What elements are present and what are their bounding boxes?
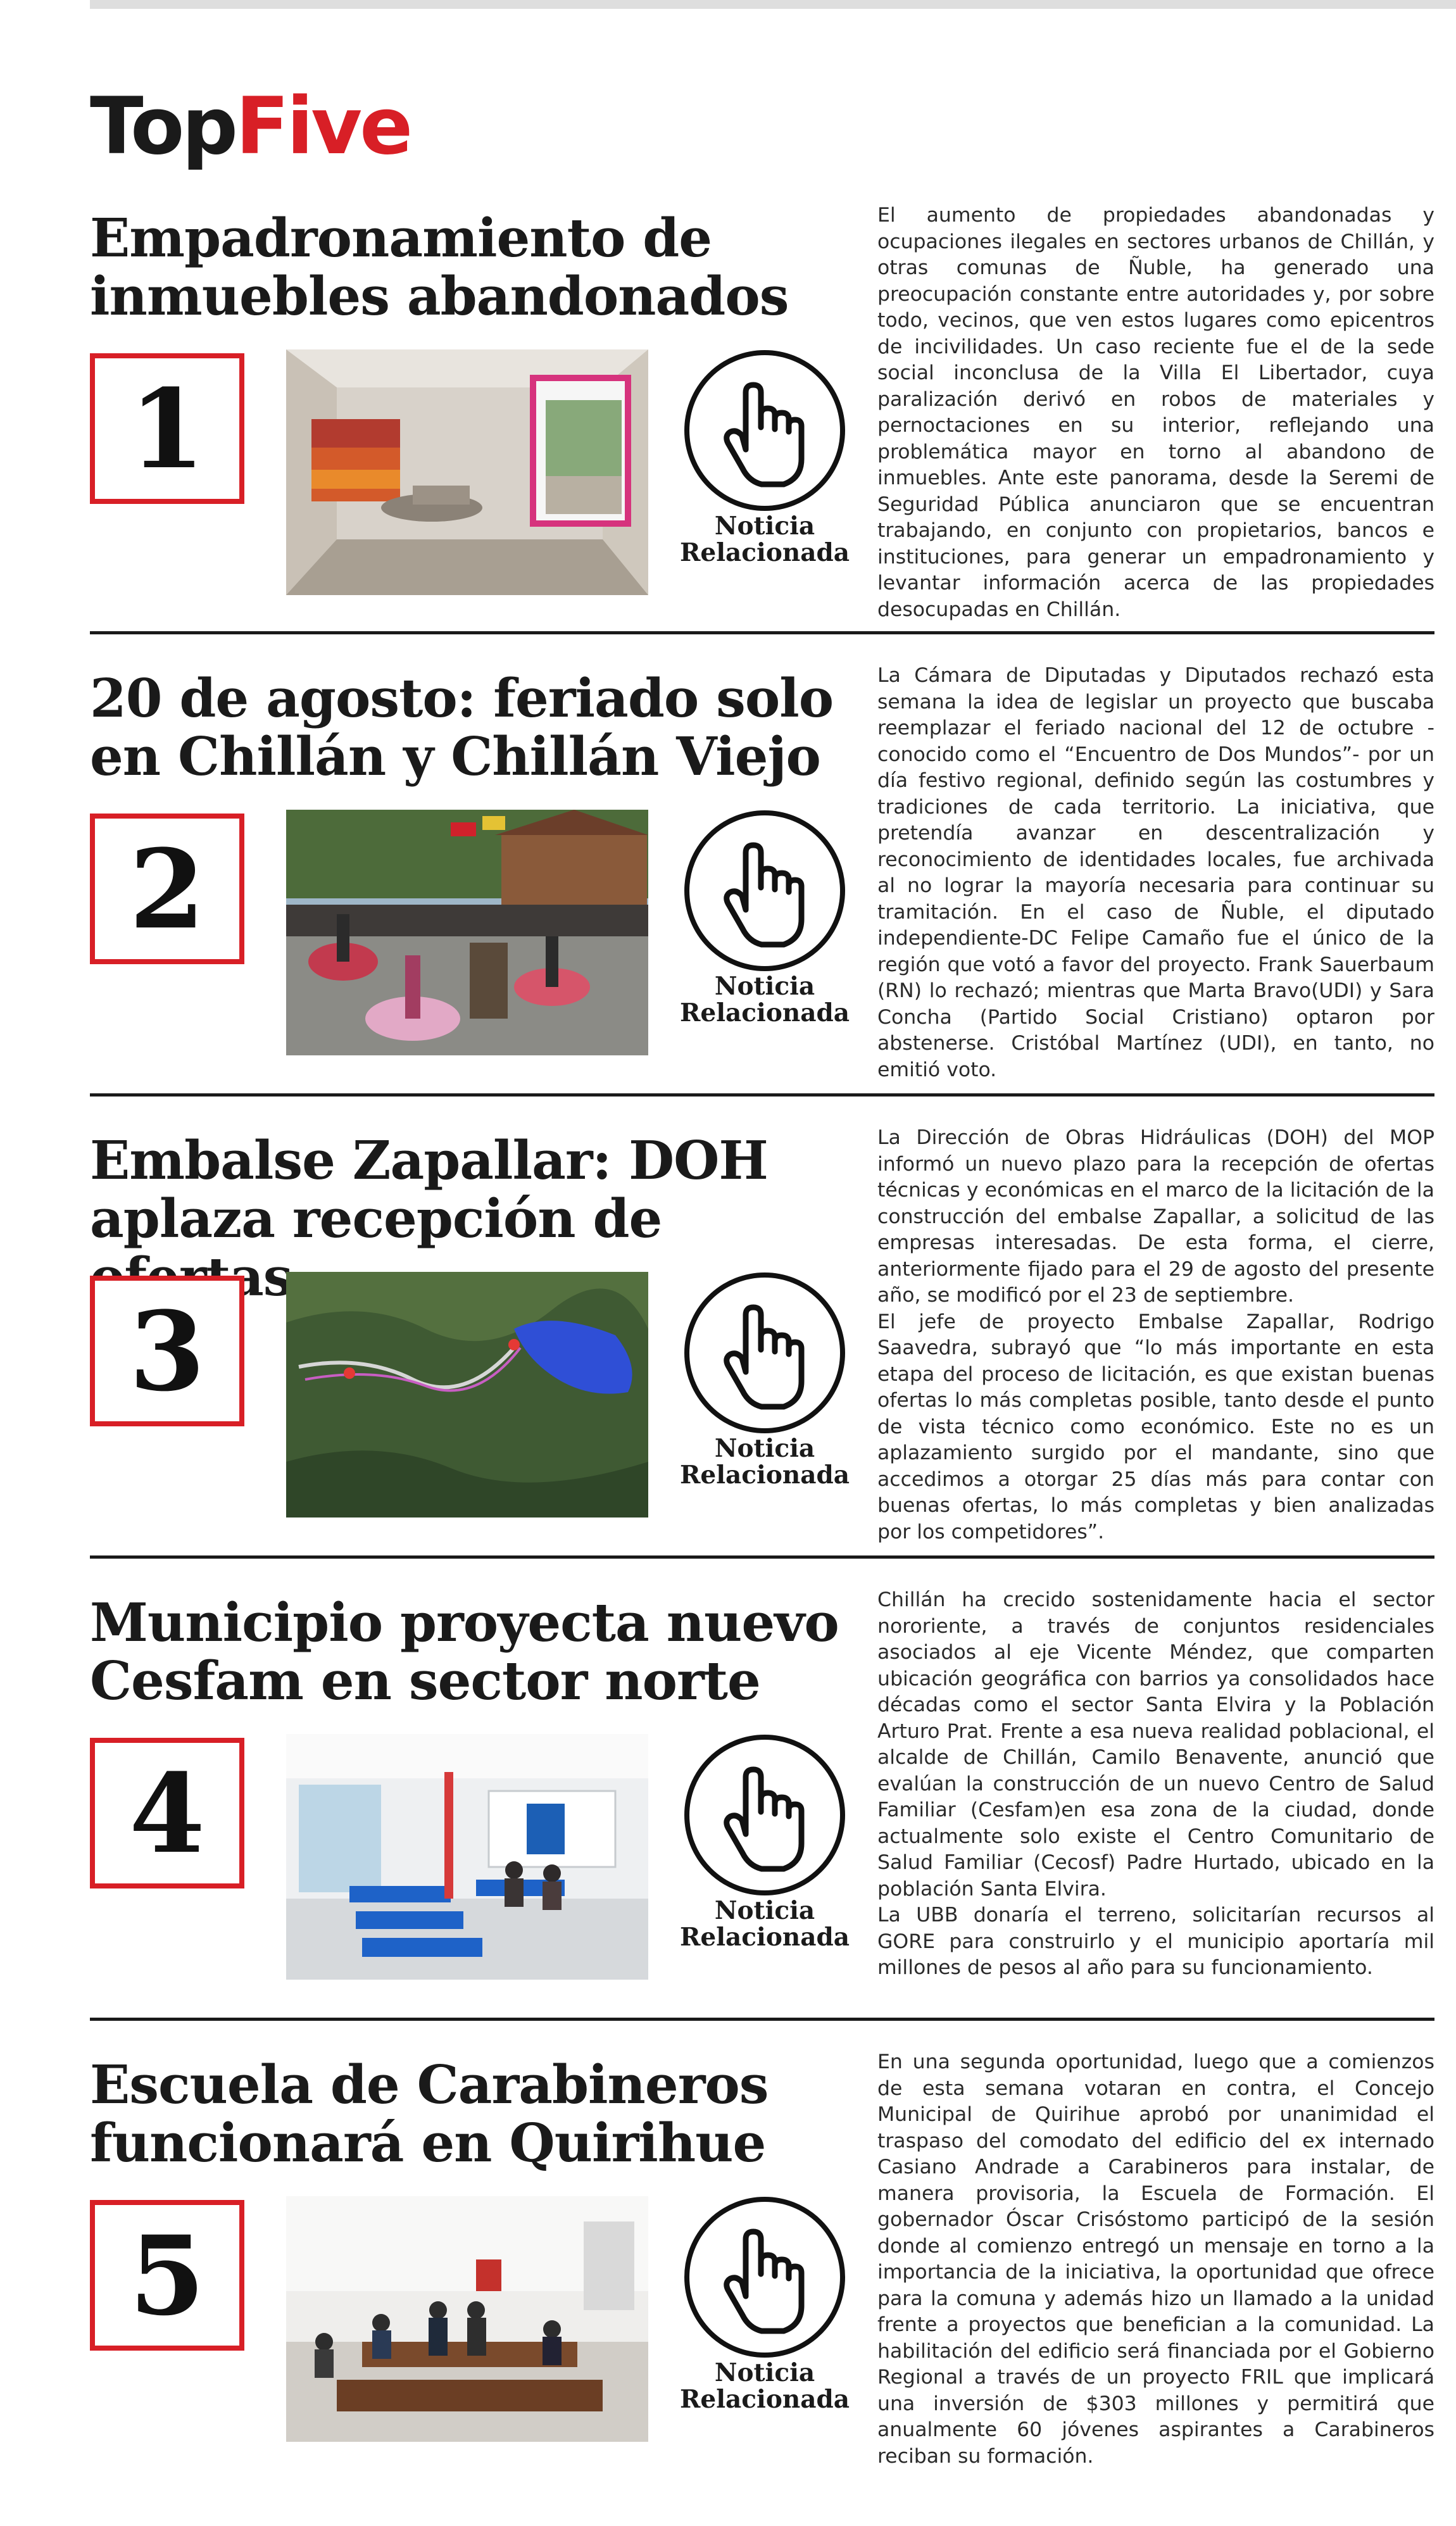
related-label-line2: Relacionada — [679, 1923, 850, 1952]
news-item-2 — [0, 663, 1456, 1125]
news-item-5 — [0, 2049, 1456, 2511]
news-body-text: Chillán ha crecido sostenidamente hacia el sector nororiente, a través de conjuntos residenciales asociados al eje Vicente Méndez, que comparten ubicación geográfica con barrios ya consolidados hace décadas como el sector Santa Elvira y la Población Arturo Prat. Frente a esa nueva realidad poblacional, el alcalde de Chillán, Camilo Benavente, anunció que evalúan la construcción de un nuevo Centro de Salud Familiar (Cesfam)en esa zona de la ciudad, donde actualmente solo existe el Centro Comunitario de Salud Familiar (Cecosf) Padre Hurtado, ubicado en la población Santa Elvira. La UBB donaría el terreno, solicitarían recursos al GORE para construirlo y el municipio aportaría mil millones de pesos al año para su funcionamiento. — [877, 1588, 1434, 1979]
related-label-line1: Noticia — [714, 1434, 815, 1463]
news-photo-council-session[interactable] — [286, 2196, 648, 2442]
news-photo-cesfam-waiting-room[interactable] — [286, 1734, 648, 1980]
rank-number-box: 2 — [90, 814, 244, 964]
item-divider — [90, 1555, 1434, 1559]
related-news-link[interactable] — [671, 1435, 858, 1488]
top-gray-bar — [90, 0, 1456, 9]
pointing-hand-icon[interactable] — [682, 2195, 847, 2359]
related-news-link[interactable] — [671, 973, 858, 1026]
item-divider — [90, 2018, 1434, 2021]
rank-number-box: 3 — [90, 1276, 244, 1426]
news-photo-reservoir-map[interactable] — [286, 1272, 648, 1517]
related-label-line2: Relacionada — [679, 538, 850, 567]
related-label-line2: Relacionada — [679, 2385, 850, 2414]
news-item-1 — [0, 203, 1456, 665]
related-label-line1: Noticia — [714, 972, 815, 1001]
related-news-link[interactable] — [671, 1897, 858, 1951]
pointing-hand-icon[interactable] — [682, 1271, 847, 1435]
news-body-text: La Cámara de Diputadas y Diputados rechazó esta semana la idea de legislar un proyecto que buscaba reemplazar el feriado nacional del 12 de octubre -conocido como el “Encuentro de Dos Mundos”- por un día festivo regional, definido según las costumbres y tradiciones de cada territorio. La iniciativa, que pretendía avanzar en descentralización y reconocimiento de identidades locales, fue archivada al no lograr la mayoría necesaria para continuar su tramitación. En el caso de Ñuble, el diputado independiente-DC Felipe Camaño fue el único de la región que votó a favor del proyecto. Frank Sauerbaum (RN) lo rechazó; mientras que Marta Bravo(UDI) y Sara Concha (Partido Social Cristiano) optaron por abstenerse. Cristóbal Martínez (UDI), en tanto, no emitió voto. — [877, 664, 1434, 1081]
news-photo-abandoned-room[interactable] — [286, 349, 648, 595]
related-news-link[interactable] — [671, 2359, 858, 2413]
related-label-line1: Noticia — [714, 512, 815, 541]
pointing-hand-icon[interactable] — [682, 348, 847, 513]
headline[interactable]: Empadronamiento de inmuebles abandonados — [90, 207, 789, 327]
headline[interactable]: Embalse Zapallar: DOH aplaza recepción de — [90, 1129, 768, 1250]
rank-number-box: 1 — [90, 353, 244, 504]
news-body-text: El aumento de propiedades abandonadas y ocupaciones ilegales en sectores urbanos de Chillán, y otras comunas de Ñuble, ha generado una preocupación constante entre autoridades y, por sobre todo, vecinos, que ven estos lugares como epicentros de incivilidades. Un caso reciente fue el de la sede social inconclusa de la Villa El Libertador, cuya paralización derivó en robos de materiales y pernoctaciones en su interior, reflejando una problemática mayor en torno al abandono de inmuebles. Ante este panorama, desde la Seremi de Seguridad Pública anunciaron que se encuentran trabajando, en conjunto con propietarios, bancos e instituciones, para generar un empadronamiento y levantar información acerca de las propiedades desocupadas en Chillán. — [877, 204, 1434, 621]
related-label-line2: Relacionada — [679, 998, 850, 1027]
related-label-line2: Relacionada — [679, 1461, 850, 1490]
item-divider — [90, 631, 1434, 634]
related-label-line1: Noticia — [714, 2358, 815, 2387]
topfive-logo — [90, 76, 410, 177]
news-body-text: La Dirección de Obras Hidráulicas (DOH) del MOP informó un nuevo plazo para la recepción de ofertas técnicas y económicas en el marco de la licitación de la construcción del embalse Zapallar, a solicitud de las empresas interesadas. De esta forma, el cierre, anteriormente fijado para el 29 de agosto del presente año, se modificó por el 23 de septiembre. El jefe de proyecto Embalse Zapallar, Rodrigo Saavedra, subrayó que “lo más importante en esta etapa del proceso de licitación, es que existan buenas ofertas lo más completas posible, tanto desde el punto de vista técnico como económico. Este no es un aplazamiento surgido por el mandante, sino que accedimos a otorgar 25 días más para contar con buenas ofertas, lo más completas y bien analizadas por los competidores”. — [877, 1126, 1434, 1543]
logo-top-word: Top — [90, 81, 236, 172]
pointing-hand-icon[interactable] — [682, 1733, 847, 1897]
pointing-hand-icon[interactable] — [682, 808, 847, 973]
news-item-4 — [0, 1587, 1456, 2049]
news-body-text: En una segunda oportunidad, luego que a comienzos de esta semana votaran en contra, el Concejo Municipal de Quirihue aprobó por unanimidad el traspaso del comodato del edificio del ex internado Casiano Andrade a Carabineros para instalar, de manera provisoria, la Escuela de Formación. El gobernador Óscar Crisóstomo participó de la sesión donde al comienzo entregó un mensaje en torno a la importancia de la iniciativa, la oportunidad que ofrece para la comuna y además hizo un llamado a la unidad frente a proyectos que benefician a la comunidad. La habilitación del edificio será financiada por el Gobierno Regional a través de un proyecto FRIL que implicará una inversión de $303 millones y permitirá que anualmente 60 jóvenes aspirantes a Carabineros reciban su formación. — [877, 2051, 1434, 2468]
news-item-3 — [0, 1125, 1456, 1587]
item-divider — [90, 1093, 1434, 1096]
related-news-link[interactable] — [671, 513, 858, 566]
rank-number-box: 4 — [90, 1738, 244, 1888]
headline[interactable]: Municipio proyecta nuevo Cesfam en sector norte — [90, 1592, 839, 1712]
related-label-line1: Noticia — [714, 1896, 815, 1925]
headline[interactable]: 20 de agosto: feriado solo en Chillán y Chillán Viejo — [90, 667, 834, 788]
rank-number-box: 5 — [90, 2200, 244, 2351]
news-photo-cueca-dancers[interactable] — [286, 810, 648, 1055]
headline[interactable]: Escuela de Carabineros funcionará en Quirihue — [90, 2054, 769, 2174]
logo-five-word: Five — [235, 81, 411, 172]
